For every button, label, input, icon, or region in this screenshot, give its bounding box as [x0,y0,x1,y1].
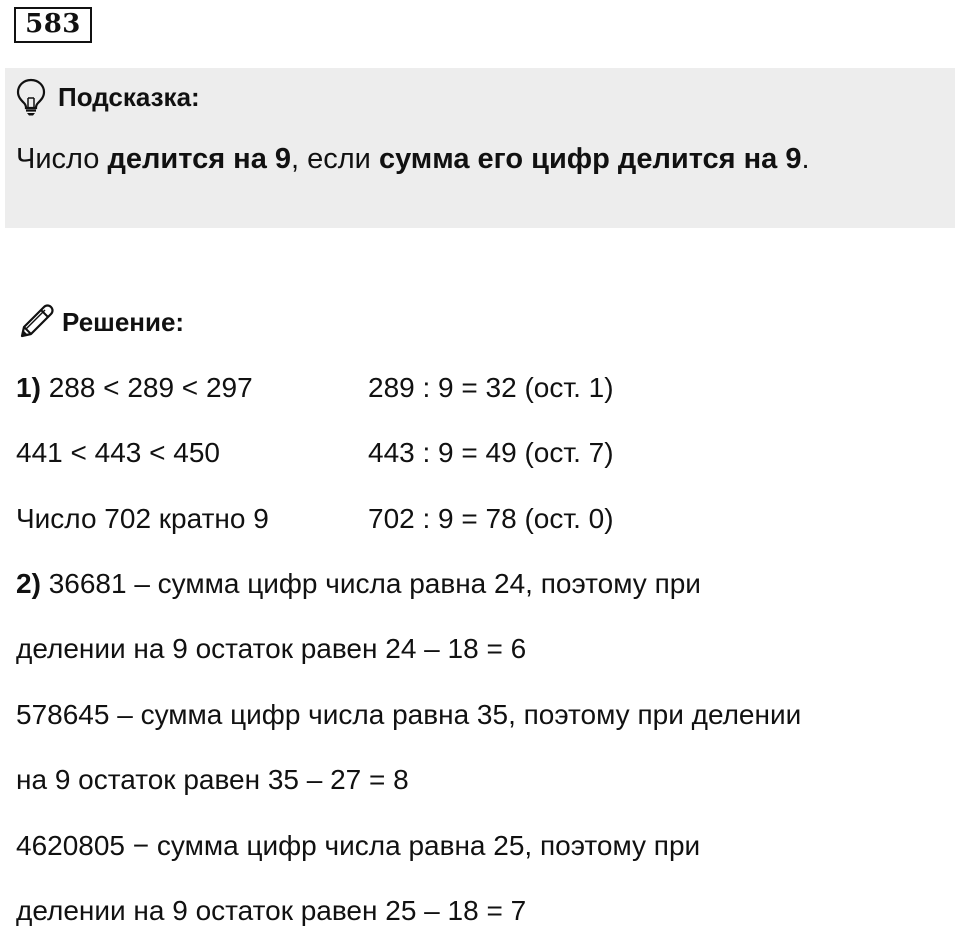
part2-line-5: 4620805 − сумма цифр числа равна 25, поэтому при [16,830,701,861]
solution-title: Решение: [62,306,185,337]
solution-header [16,300,184,344]
solution-row-3-right: 702 : 9 = 78 (ост. 0) [368,503,614,534]
part2-line-4: на 9 остаток равен 35 – 27 = 8 [16,764,409,795]
solution-row-2-right: 443 : 9 = 49 (ост. 7) [368,437,614,468]
solution-row-1-left [16,371,253,405]
hint-text-bold: делится на 9 [107,143,292,175]
part2-line-1 [16,567,701,601]
part2-marker: 2) [16,568,41,599]
solution-row-2-left: 441 < 443 < 450 [16,437,220,468]
part2-line-3: 578645 – сумма цифр числа равна 35, поэтому при делении [16,699,802,730]
pencil-icon [16,302,56,342]
task-number: 583 [14,7,92,43]
hint-title: Подсказка: [58,81,200,112]
hint-text-bold: сумма его цифр делится на 9 [378,143,802,175]
row-text: 288 < 289 < 297 [48,372,253,403]
hint-header [16,77,200,117]
part2-line-6: делении на 9 остаток равен 25 – 18 = 7 [16,895,527,926]
lightbulb-icon [16,78,46,116]
hint-text-part: . [801,143,810,175]
hint-text-part: Число [16,143,108,175]
solution-row-3-left: Число 702 кратно 9 [16,503,269,534]
solution-row-1-right: 289 : 9 = 32 (ост. 1) [368,372,614,403]
line-text: 36681 – сумма цифр числа равна 24, поэтому при [48,568,701,599]
hint-text [16,143,810,176]
part1-marker: 1) [16,372,41,403]
hint-text-part: , если [291,143,379,175]
part2-line-2: делении на 9 остаток равен 24 – 18 = 6 [16,633,527,664]
